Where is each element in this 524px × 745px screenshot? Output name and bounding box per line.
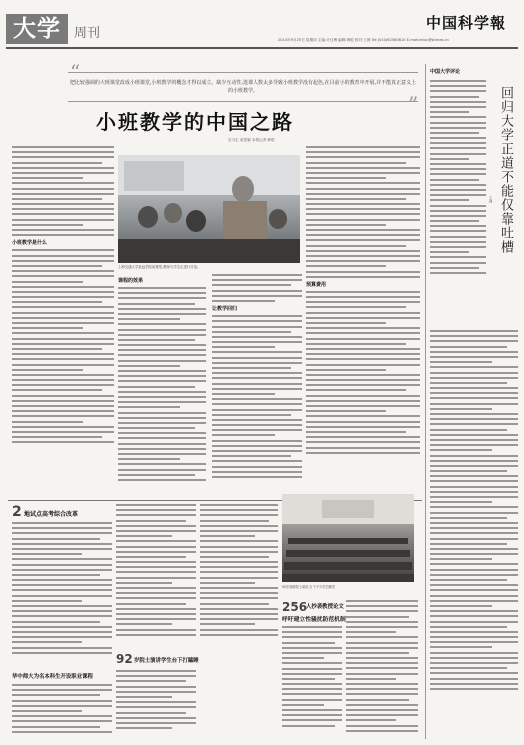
item-title: 岁院士演讲学生台下打瞌睡	[134, 658, 199, 664]
pull-quote: 把比较强调的大班课堂改成小班课堂,小班教学的概念才得以成立。缺少互动性,选课人数太多导致小班教学没有起色,在目前小的教育中开展,并不能真正意义上的小班教学。	[68, 72, 418, 102]
classroom-photo	[118, 155, 300, 263]
item-number: 2	[12, 504, 22, 520]
article-title: 小班教学的中国之路	[96, 110, 294, 134]
bottom-column-2	[116, 504, 196, 650]
commentary-text-1	[430, 80, 486, 325]
commentary-title: 回归大学正道不能仅靠吐槽	[498, 86, 513, 254]
bottom-column-3	[200, 504, 278, 650]
commentary-text-2	[430, 330, 518, 735]
lecture-photo-caption: 92岁高龄院士演讲,台下不少学生睡觉	[282, 585, 335, 589]
lecture-photo	[282, 494, 414, 582]
newspaper-logo: 中国科学報	[425, 14, 506, 32]
issue-info: 2014年9月25日 星期四 主编:计红梅 编辑:韩琨 校对:王海 Tel:(010)62580615 E-mail:educ@stimes.cn	[278, 38, 449, 42]
item-number: 92	[116, 652, 133, 666]
article-column-3	[212, 274, 302, 496]
subhead: 预算费用	[306, 281, 327, 288]
item-title: 地试点高考综合改革	[24, 511, 79, 518]
bottom-column-1	[12, 522, 112, 668]
subhead: 小班教学是什么	[12, 240, 48, 247]
close-quote-icon: ”	[408, 92, 419, 116]
bottom-column-4	[282, 626, 342, 740]
bottom-column-1b	[12, 684, 112, 740]
commentary-label: 中国大学评论	[430, 69, 461, 75]
article-column-1	[12, 146, 114, 476]
article-column-4	[306, 146, 420, 496]
article-column-2	[118, 274, 206, 496]
subhead: 课程的效果	[118, 278, 144, 284]
commentary-author: 王城	[488, 196, 492, 203]
open-quote-icon: “	[70, 60, 81, 84]
bottom-column-5	[346, 600, 418, 740]
item-title: 华中师大为名本科生开设职业课程	[12, 674, 93, 680]
bottom-column-2b	[116, 670, 196, 740]
item-subtitle: 呼吁建立性骚扰防范机制	[282, 617, 346, 623]
item-title: 人抄袭教授论文	[306, 604, 344, 610]
item-number: 256	[282, 600, 308, 614]
section-subtitle: 周刊	[74, 26, 101, 41]
subhead: 让教学回归	[212, 306, 238, 313]
masthead-rule	[6, 47, 518, 49]
photo-caption: 上海交通大学致远学院某课堂,教师与学生正进行讨论。	[118, 265, 201, 269]
article-byline: 实习生 姜思颖 本报记者 韩琨	[228, 138, 275, 142]
section-tag: 大学	[6, 14, 68, 44]
